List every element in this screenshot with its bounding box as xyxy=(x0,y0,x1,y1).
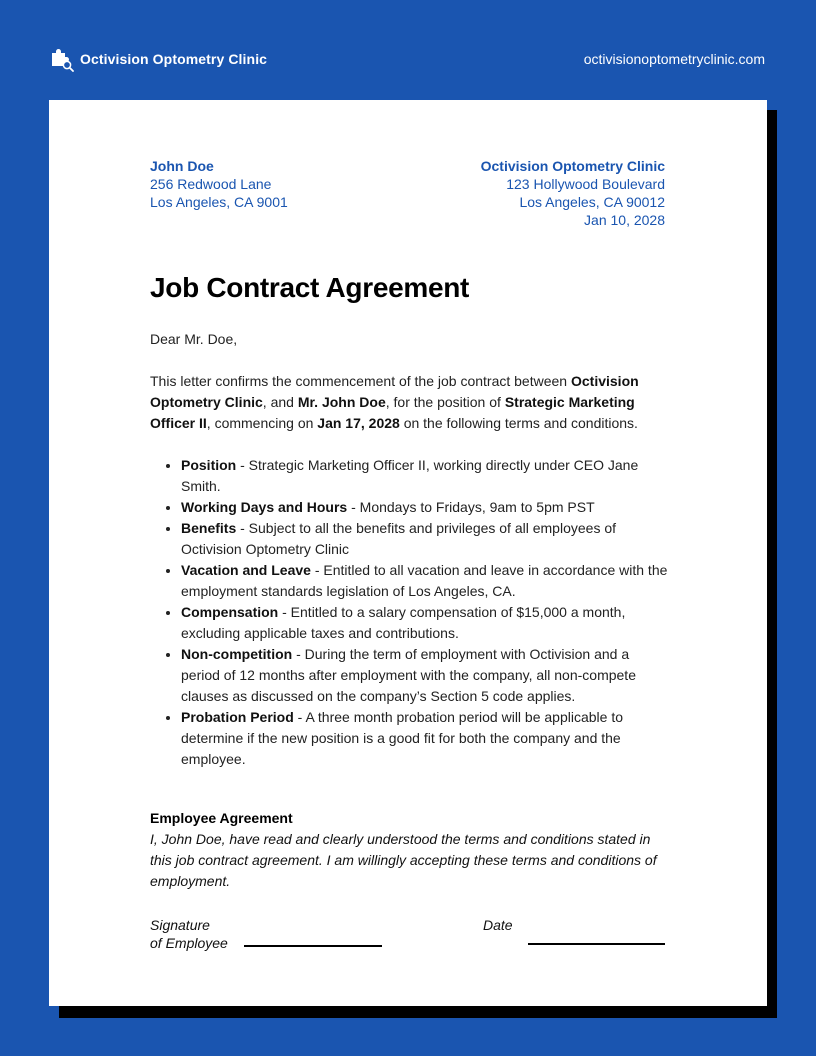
term-working-hours: • Working Days and Hours - Mondays to Fridays, 9am to 5pm PST xyxy=(181,497,670,518)
term-vacation: • Vacation and Leave - Entitled to all vacation and leave in accordance with the employment standards legislation of Los Angeles, CA. xyxy=(181,560,670,602)
letter-date: Jan 10, 2028 xyxy=(584,212,665,228)
brand[interactable] xyxy=(48,46,267,72)
agreement-text: I, John Doe, have read and clearly understood the terms and conditions stated in this job contract agreement. I am willingly accepting these terms and conditions of employment. xyxy=(150,831,657,889)
term-compensation: • Compensation - Entitled to a salary compensation of $15,000 a month, excluding applicable taxes and contributions. xyxy=(181,602,670,644)
agreement-heading: Employee Agreement xyxy=(150,810,293,826)
recipient-name: John Doe xyxy=(150,158,214,174)
term-probation: • Probation Period - A three month probation period will be applicable to determine if the new position is a good fit for both the company and the employee. xyxy=(181,707,670,770)
term-position: • Position - Strategic Marketing Officer II, working directly under CEO Jane Smith. xyxy=(181,455,670,497)
document-title: Job Contract Agreement xyxy=(150,272,470,303)
intro-paragraph: This letter confirms the commencement of the job contract between Octivision Optometry Clinic, and Mr. John Doe, for the position of Strategic Marketing Officer II, commencing on Jan 17, 2028 on the following terms and conditions. xyxy=(150,373,639,431)
recipient-address-line2: Los Angeles, CA 9001 xyxy=(150,194,288,210)
date-label: Date xyxy=(483,917,513,933)
sender-address xyxy=(481,157,665,229)
intro-employee: Mr. John Doe xyxy=(297,394,386,410)
sender-name: Octivision Optometry Clinic xyxy=(480,158,665,174)
intro-company: Octivision Optometry Clinic xyxy=(150,373,639,410)
recipient-address-line1: 256 Redwood Lane xyxy=(150,176,272,192)
brand-name: Octivision Optometry Clinic xyxy=(80,51,268,67)
terms-list xyxy=(150,455,670,770)
recipient-address xyxy=(150,157,288,211)
puzzle-magnifier-icon xyxy=(48,46,76,72)
intro-position: Strategic Marketing Officer II xyxy=(150,394,635,431)
letter-page xyxy=(49,100,767,1006)
term-benefits: • Benefits - Subject to all the benefits and privileges of all employees of Octivision Optometry Clinic xyxy=(181,518,670,560)
header-bar xyxy=(0,0,816,100)
website-link[interactable]: octivisionoptometryclinic.com xyxy=(583,51,765,67)
term-non-competition: • Non-competition - During the term of employment with Octivision and a period of 12 months after employment with the company, all non-compete clauses as discussed on the company’s Section 5 code applies. xyxy=(181,644,670,707)
date-line[interactable] xyxy=(528,943,665,945)
intro-start-date: Jan 17, 2028 xyxy=(317,415,400,431)
salutation: Dear Mr. Doe, xyxy=(150,331,238,347)
sender-address-line2: Los Angeles, CA 90012 xyxy=(519,194,665,210)
sender-address-line1: 123 Hollywood Boulevard xyxy=(506,176,665,192)
signature-label: Signature of Employee xyxy=(150,917,228,951)
signature-line[interactable] xyxy=(244,945,382,947)
